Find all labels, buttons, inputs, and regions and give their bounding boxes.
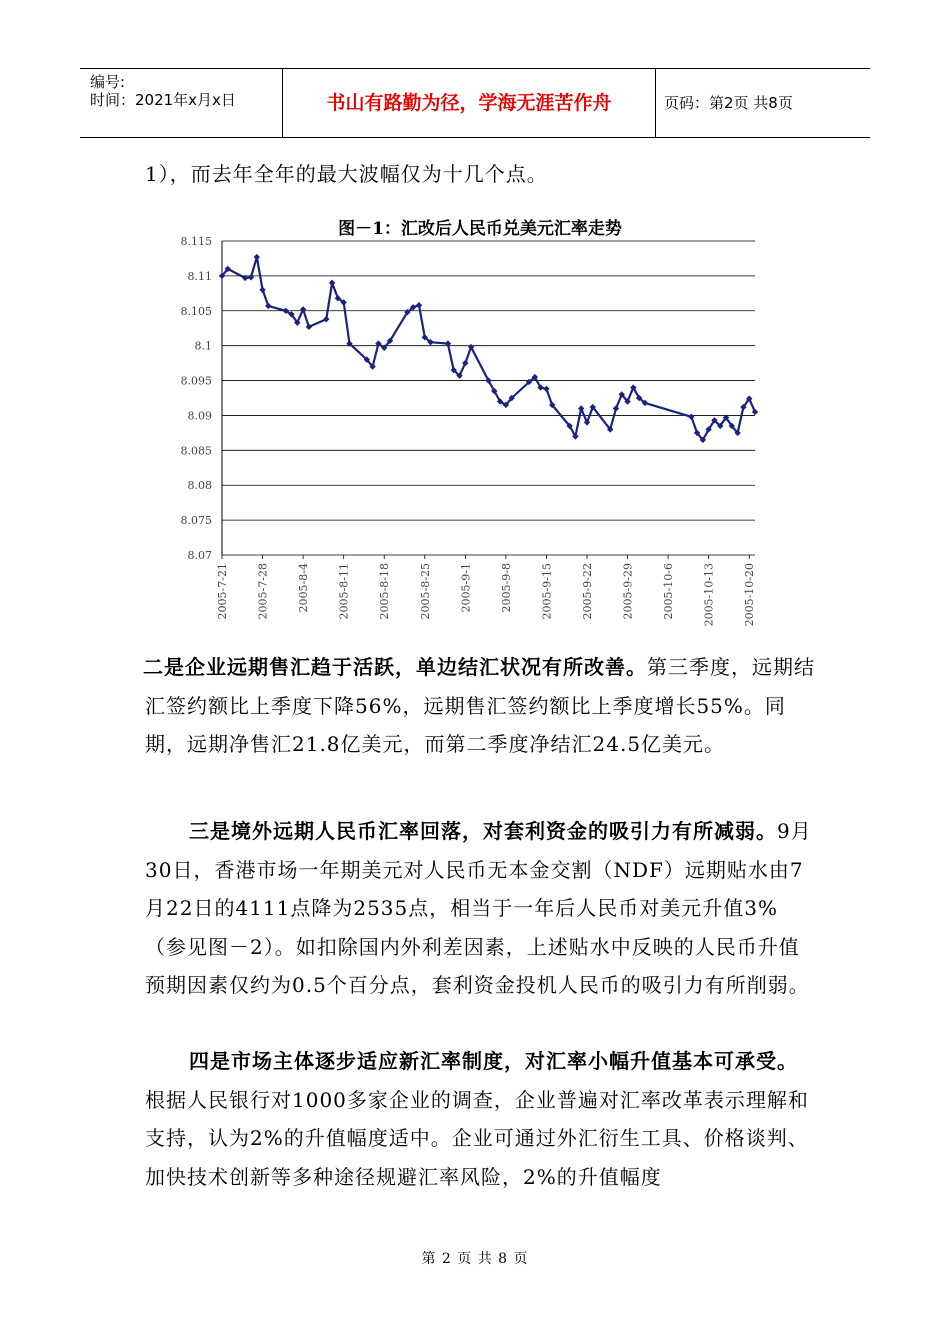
x-tick-label: 2005-10-6 [662, 563, 676, 620]
paragraph-3 [145, 812, 815, 1005]
data-point [613, 405, 619, 411]
y-tick-label: 8.085 [180, 444, 212, 458]
y-tick-label: 8.075 [180, 514, 212, 528]
x-tick-label: 2005-8-11 [337, 563, 351, 620]
chart-series [219, 254, 758, 443]
data-point [323, 316, 329, 322]
intro-line: 1），而去年全年的最大波幅仅为十几个点。 [145, 162, 548, 186]
x-tick-label: 2005-10-20 [743, 563, 757, 627]
y-tick-label: 8.095 [180, 374, 212, 388]
paragraph-3-heading: 三是境外远期人民币汇率回落，对套利资金的吸引力有所减弱。 [189, 819, 777, 843]
header-page-info: 页码：第2页 共8页 [664, 94, 793, 112]
data-point [578, 405, 584, 411]
y-tick-label: 8.08 [187, 479, 212, 493]
y-tick-label: 8.11 [187, 269, 212, 283]
data-point [543, 386, 549, 392]
x-tick-label: 2005-10-13 [702, 563, 716, 627]
data-point [688, 414, 694, 420]
data-point [259, 287, 265, 293]
data-point [265, 303, 271, 309]
chart-grid [222, 241, 755, 559]
paragraph-3-body: 9月30日，香港市场一年期美元对人民币无本金交割（NDF）远期贴水由7月22日的4111点降为2535点，相当于一年后人民币对美元升值3%（参见图－2）。如扣除国内外利差因素，上述贴水中反映的人民币升值预期因素仅约为0.5个百分点，套利资金投机人民币的吸引力有所削弱。 [145, 819, 812, 997]
doc-number-label: 编号: [90, 73, 126, 91]
y-tick-label: 8.115 [180, 235, 212, 248]
chart-y-ticks [181, 235, 213, 562]
paragraph-2 [145, 648, 815, 764]
page-header [80, 68, 870, 138]
chart-x-ticks [216, 563, 756, 626]
data-point [416, 302, 422, 308]
data-point [248, 274, 254, 280]
x-tick-label: 2005-8-4 [297, 563, 311, 613]
x-tick-label: 2005-8-25 [418, 563, 432, 620]
y-tick-label: 8.1 [194, 339, 212, 353]
series-line [222, 257, 755, 440]
doc-time-label: 时间：2021年x月x日 [90, 91, 236, 109]
x-tick-label: 2005-7-28 [256, 563, 270, 620]
header-motto: 书山有路勤为径，学海无涯苦作舟 [282, 69, 656, 137]
data-point [306, 324, 312, 330]
paragraph-4 [145, 1042, 815, 1196]
page-footer: 第 2 页 共 8 页 [421, 1251, 529, 1267]
y-tick-label: 8.09 [187, 409, 212, 423]
x-tick-label: 2005-9-22 [580, 563, 594, 620]
paragraph-4-heading: 四是市场主体逐步适应新汇率制度，对汇率小幅升值基本可承受。 [189, 1049, 798, 1073]
x-tick-label: 2005-8-18 [378, 563, 392, 620]
data-point [254, 254, 260, 260]
x-tick-label: 2005-9-15 [540, 563, 554, 620]
y-tick-label: 8.105 [180, 304, 212, 318]
y-tick-label: 8.07 [187, 549, 212, 562]
paragraph-2-body: 第三季度，远期结汇签约额比上季度下降56%，远期售汇签约额比上季度增长55%。同期，远期净售汇21.8亿美元，而第二季度净结汇24.5亿美元。 [145, 655, 815, 756]
data-point [584, 419, 590, 425]
chart-title: 图－1：汇改后人民币兑美元汇率走势 [338, 219, 622, 239]
header-meta [80, 69, 282, 137]
data-point [300, 306, 306, 312]
x-tick-label: 2005-9-1 [459, 563, 473, 613]
data-point [752, 409, 758, 415]
x-tick-label: 2005-9-8 [499, 563, 513, 613]
paragraph-4-body: 根据人民银行对1000多家企业的调查，企业普遍对汇率改革表示理解和支持，认为2%的升值幅度适中。企业可通过外汇衍生工具、价格谈判、加快技术创新等多种途径规避汇率风险，2%的升值幅度 [145, 1087, 809, 1189]
data-point [329, 280, 335, 286]
paragraph-2-heading: 二是企业远期售汇趋于活跃，单边结汇状况有所改善。 [143, 655, 647, 679]
exchange-rate-chart [160, 210, 780, 640]
x-tick-label: 2005-7-21 [216, 563, 229, 620]
x-tick-label: 2005-9-29 [621, 563, 635, 620]
